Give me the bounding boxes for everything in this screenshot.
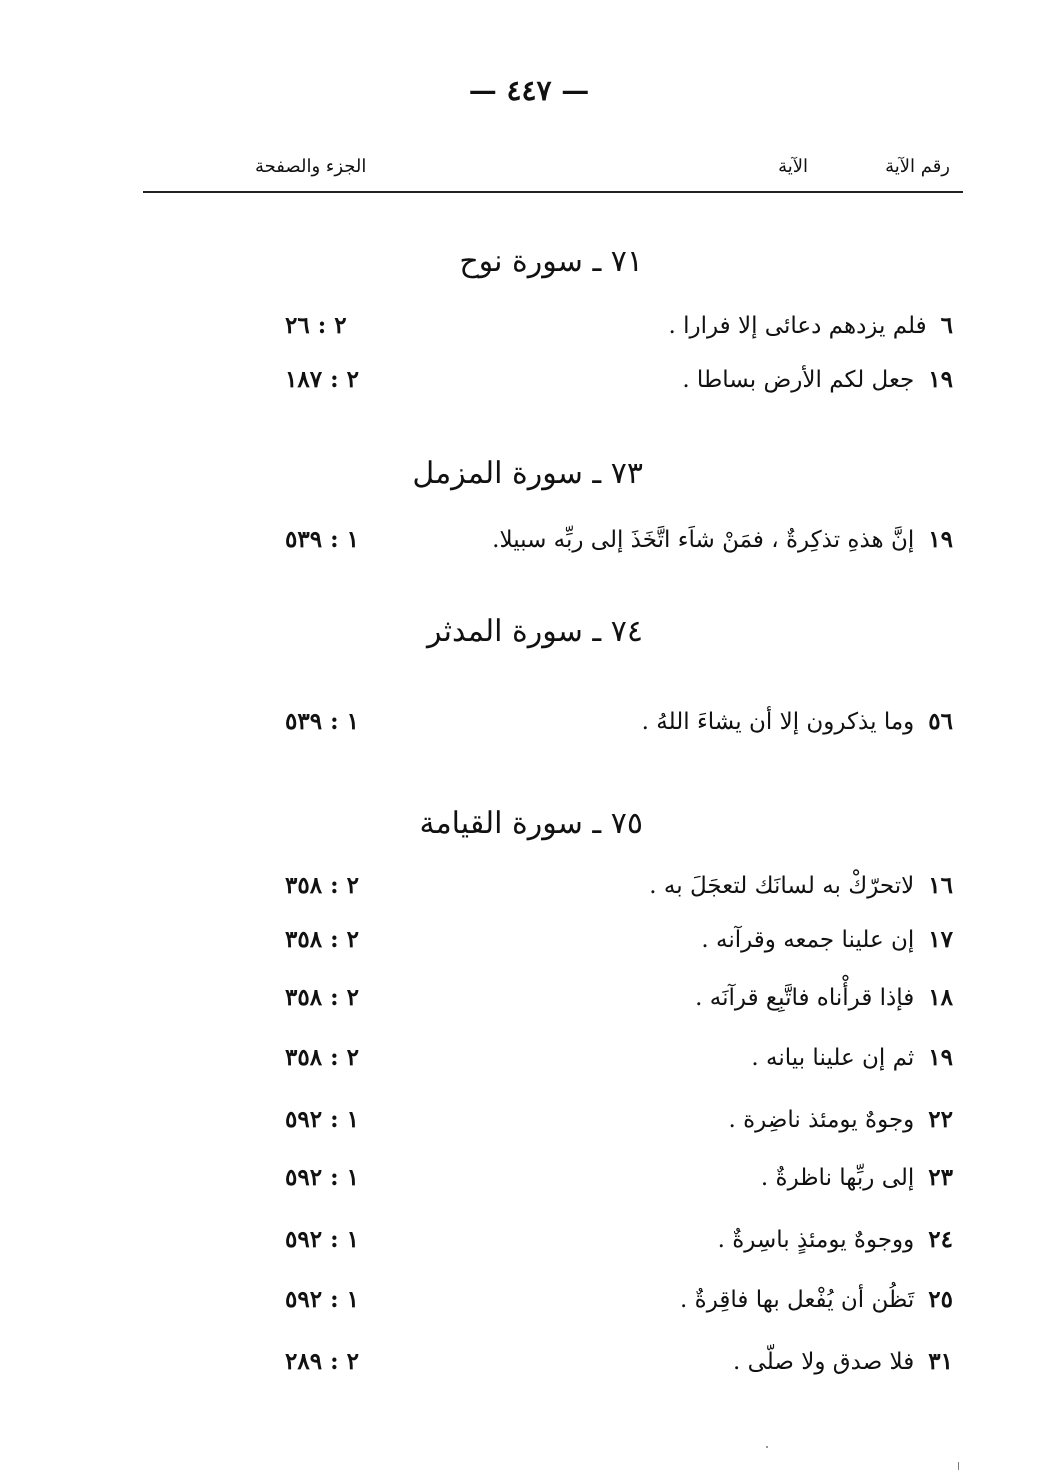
verse-line [433,1348,953,1375]
verse-line [433,1044,953,1071]
verse-line [433,926,953,953]
verse-line [433,1106,953,1133]
verse-text: وجوهٌ يومئذ ناضِرة . [728,1107,915,1133]
verse-reference: ١ : ٥٩٢ [285,1226,359,1253]
verse-line [433,872,953,899]
verse-line [433,526,953,553]
verse-reference: ١ : ٥٣٩ [285,708,359,735]
header-verse-number: رقم الآية [885,156,950,177]
verse-line [433,1286,953,1313]
verse-reference: ٢ : ٢٨٩ [285,1348,359,1375]
verse-number: ٢٢ [928,1106,953,1133]
verse-text: ووجوهٌ يومئذٍ باسِرةٌ . [717,1227,915,1253]
verse-reference: ٢ : ١٨٧ [285,366,359,393]
header-ayah: الآية [778,156,808,177]
verse-text: وما يذكرون إلا أن يشاءَ اللهُ . [641,709,915,735]
verse-reference: ٢ : ٢٦ [285,312,347,339]
verse-reference: ٢ : ٣٥٨ [285,926,359,953]
verse-reference: ٢ : ٣٥٨ [285,872,359,899]
verse-line [433,984,953,1011]
header-rule [143,191,963,193]
verse-reference: ٢ : ٣٥٨ [285,984,359,1011]
verse-line [433,1226,953,1253]
verse-number: ٦ [940,312,953,339]
scan-speck [766,1446,768,1448]
verse-number: ١٨ [928,984,953,1011]
verse-number: ١٩ [928,366,953,393]
verse-reference: ١ : ٥٩٢ [285,1164,359,1191]
verse-text: ثم إن علينا بيانه . [751,1045,915,1071]
verse-number: ٣١ [928,1348,953,1375]
verse-number: ٢٥ [928,1286,953,1313]
page-number: — ٤٤٧ — [468,74,590,107]
verse-reference: ١ : ٥٩٢ [285,1286,359,1313]
verse-number: ١٩ [928,526,953,553]
verse-line [433,708,953,735]
verse-reference: ١ : ٥٩٢ [285,1106,359,1133]
verse-line [433,1164,953,1191]
verse-text: إنَّ هذهِ تذكِرةٌ ، فمَنْ شاَء اتَّخَذَ إلى ربِّه سبيلا. [492,527,915,553]
verse-text: إلى ربِّها ناظرةٌ . [760,1165,915,1191]
verse-text: إن علينا جمعه وقرآنه . [701,927,915,953]
verse-number: ٢٤ [928,1226,953,1253]
surah-title: ٧١ ـ سورة نوح [459,244,643,279]
surah-title: ٧٤ ـ سورة المدثر [427,614,643,649]
surah-title: ٧٥ ـ سورة القيامة [419,806,643,841]
surah-title: ٧٣ ـ سورة المزمل [412,456,643,491]
verse-number: ١٦ [928,872,953,899]
verse-text: جعل لكم الأرض بساطا . [682,367,915,393]
verse-reference: ٢ : ٣٥٨ [285,1044,359,1071]
verse-number: ٥٦ [928,708,953,735]
verse-line [433,366,953,393]
scan-speck [958,1462,959,1470]
verse-text: لاتحرّكْ به لسانَك لتعجَلَ به . [649,873,915,899]
verse-text: تَظُن أن يُفْعل بها فاقِرةٌ . [680,1287,915,1313]
header-part-page: الجزء والصفحة [255,156,367,177]
verse-number: ١٩ [928,1044,953,1071]
verse-text: فلا صدق ولا صلّى . [733,1349,915,1375]
verse-reference: ١ : ٥٣٩ [285,526,359,553]
verse-number: ٢٣ [928,1164,953,1191]
verse-line [433,312,953,339]
verse-text: فلم يزدهم دعائى إلا فرارا . [668,313,927,339]
verse-text: فإذا قرأْناه فاتَّبِع قرآنَه . [695,985,915,1011]
verse-number: ١٧ [928,926,953,953]
